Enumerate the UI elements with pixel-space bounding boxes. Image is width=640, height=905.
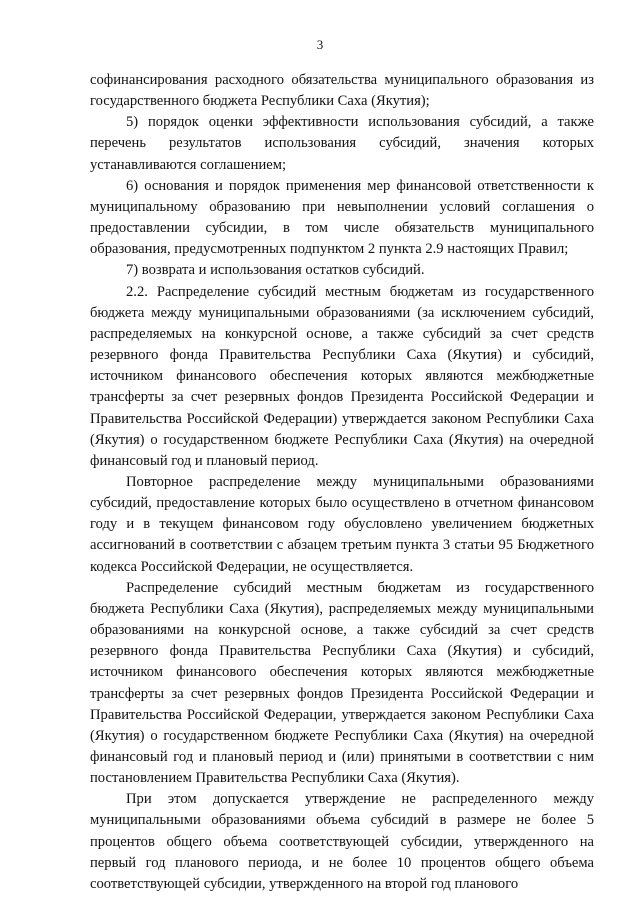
paragraph-item-7: 7) возврата и использования остатков субсидий. <box>126 262 425 279</box>
paragraph-continuation: софинансирования расходного обязательства муниципального образования из государственного бюджета Республики Саха (Якутия); <box>90 72 594 110</box>
page-number: 3 <box>316 37 324 52</box>
paragraph-competitive-distribution: Распределение субсидий местным бюджетам из государственного бюджета Республики Саха (Якутия), распределяемых между муниципальными образованиями на конкурсной основе, а также субсидий за счет средств резервного фонда Правительства Республики Саха (Якутия) и субсидий, источником финансового обеспечения которых являются межбюджетные трансферты за счет резервных фондов Президента Российской Федерации и Правительства Российской Федерации, утверждается законом Республики Саха (Якутия) о государственном бюджете Республики Саха (Якутия) на очередной финансовый год и плановый период и (или) принятыми в соответствии с ним постановлением Правительства Республики Саха (Якутия). <box>90 579 594 787</box>
paragraph-section-2-2: 2.2. Распределение субсидий местным бюджетам из государственного бюджета между муниципальными образованиями (за исключением субсидий, распределяемых на конкурсной основе, а также субсидий за счет средств резервного фонда Правительства Республики Саха (Якутия) и субсидий, источником финансового обеспечения которых являются межбюджетные трансферты за счет резервных фондов Президента Российской Федерации и Правительства Российской Федерации) утверждается законом Республики Саха (Якутия) о государственном бюджете Республики Саха (Якутия) на очередной финансовый год и плановый период. <box>90 283 594 469</box>
document-body <box>90 70 594 895</box>
paragraph-item-5: 5) порядок оценки эффективности использования субсидий, а также перечень результатов использования субсидий, значения которых устанавливаются соглашением; <box>90 114 594 173</box>
paragraph-undistributed-volume: При этом допускается утверждение не распределенного между муниципальными образованиями объема субсидий в размере не более 5 процентов общего объема соответствующей субсидии, утвержденного на первый год планового периода, и не более 10 процентов общего объема соответствующей субсидии, утвержденного на второй год планового <box>90 791 594 892</box>
paragraph-redistribution: Повторное распределение между муниципальными образованиями субсидий, предоставление которых было осуществлено в отчетном финансовом году и в текущем финансовом году обусловлено увеличением бюджетных ассигнований в соответствии с абзацем третьим пункта 3 статьи 95 Бюджетного кодекса Российской Федерации, не осуществляется. <box>90 473 594 575</box>
paragraph-item-6: 6) основания и порядок применения мер финансовой ответственности к муниципальному образованию при невыполнении условий соглашения о предоставлении субсидии, в том числе обязательств муниципального образования, предусмотренных подпунктом 2 пункта 2.9 настоящих Правил; <box>90 177 594 258</box>
